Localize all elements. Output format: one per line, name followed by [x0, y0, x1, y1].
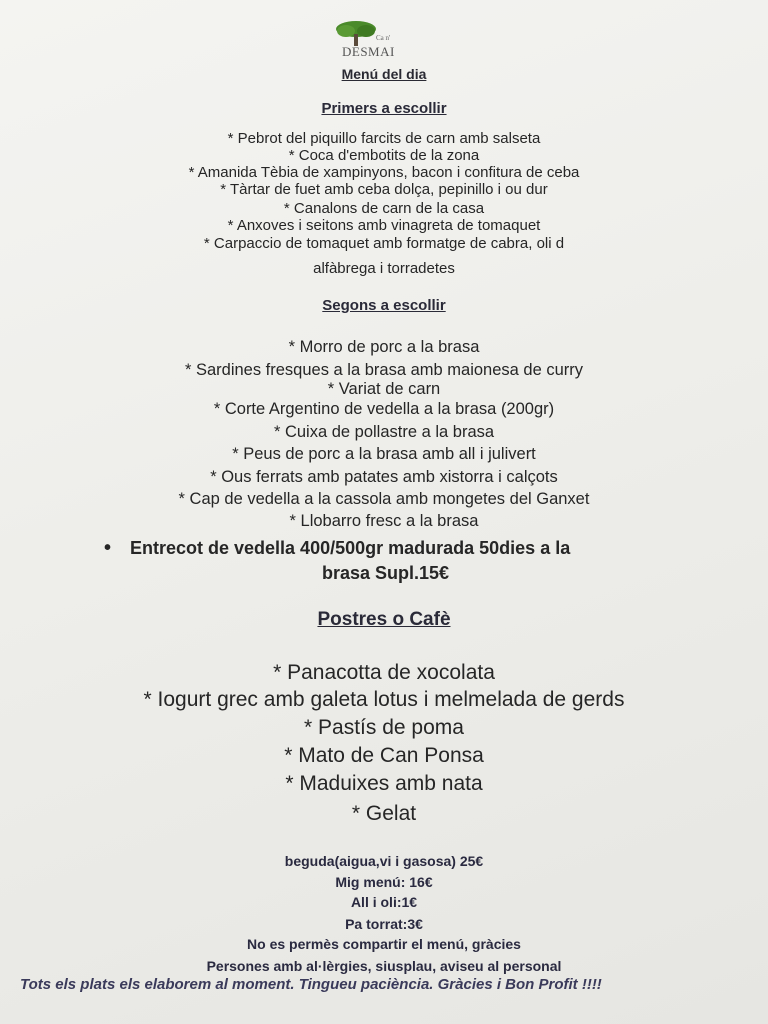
- segons-item: * Morro de porc a la brasa: [288, 338, 480, 356]
- postres-item: * Panacotta de xocolata: [273, 661, 495, 684]
- segons-item: * Corte Argentino de vedella a la brasa (200gr): [213, 400, 555, 418]
- postres-item: * Iogurt grec amb galeta lotus i melmelada de gerds: [143, 688, 625, 711]
- footer-line: beguda(aigua,vi i gasosa) 25€: [284, 853, 484, 869]
- primers-item: alfàbrega i torradetes: [313, 260, 455, 277]
- tree-icon: [334, 20, 378, 46]
- menu-title: Menú del dia: [341, 66, 427, 82]
- segons-item: * Variat de carn: [327, 380, 441, 398]
- postres-item: * Mato de Can Ponsa: [284, 744, 484, 767]
- footer-line: All i oli:1€: [350, 894, 418, 910]
- segons-item: * Sardines fresques a la brasa amb maionesa de curry: [184, 361, 584, 379]
- postres-item: * Maduixes amb nata: [285, 772, 483, 795]
- bullet: •: [104, 537, 112, 559]
- logo-name: DESMAI: [342, 44, 395, 59]
- special-line-1: Entrecot de vedella 400/500gr madurada 50dies a la: [130, 538, 571, 558]
- segons-item: * Ous ferrats amb patates amb xistorra i calçots: [210, 468, 558, 486]
- footer-line: No es permès compartir el menú, gràcies: [247, 936, 521, 952]
- segons-heading: Segons a escollir: [322, 297, 446, 314]
- primers-item: * Pebrot del piquillo farcits de carn amb salseta: [227, 130, 541, 147]
- segons-item: * Cap de vedella a la cassola amb mongetes del Ganxet: [178, 490, 590, 508]
- segons-item: * Llobarro fresc a la brasa: [289, 512, 479, 530]
- footer-closing-line: Tots els plats els elaborem al moment. Tingueu paciència. Gràcies i Bon Profit !!!!: [20, 976, 602, 993]
- primers-item: * Coca d'embotits de la zona: [288, 147, 480, 164]
- postres-item: * Pastís de poma: [304, 716, 464, 739]
- primers-item: * Tàrtar de fuet amb ceba dolça, pepinillo i ou dur: [220, 181, 548, 198]
- segons-item: * Cuixa de pollastre a la brasa: [273, 423, 495, 441]
- segons-item: * Peus de porc a la brasa amb all i julivert: [232, 445, 536, 463]
- postres-heading: Postres o Cafè: [317, 609, 451, 630]
- primers-item: * Carpaccio de tomaquet amb formatge de cabra, oli d: [203, 235, 565, 252]
- restaurant-logo: [330, 20, 420, 62]
- footer-line: Pa torrat:3€: [345, 916, 423, 932]
- logo-prefix: Ca n': [376, 34, 391, 42]
- footer-line: Mig menú: 16€: [335, 874, 433, 890]
- postres-item: * Gelat: [351, 802, 417, 825]
- special-line-2: brasa Supl.15€: [322, 563, 450, 583]
- primers-item: * Canalons de carn de la casa: [283, 200, 485, 217]
- primers-item: * Anxoves i seitons amb vinagreta de tomaquet: [227, 217, 541, 234]
- primers-heading: Primers a escollir: [321, 100, 447, 117]
- footer-line: Persones amb al·lèrgies, siusplau, aviseu al personal: [206, 958, 562, 974]
- primers-item: * Amanida Tèbia de xampinyons, bacon i confitura de ceba: [188, 164, 580, 181]
